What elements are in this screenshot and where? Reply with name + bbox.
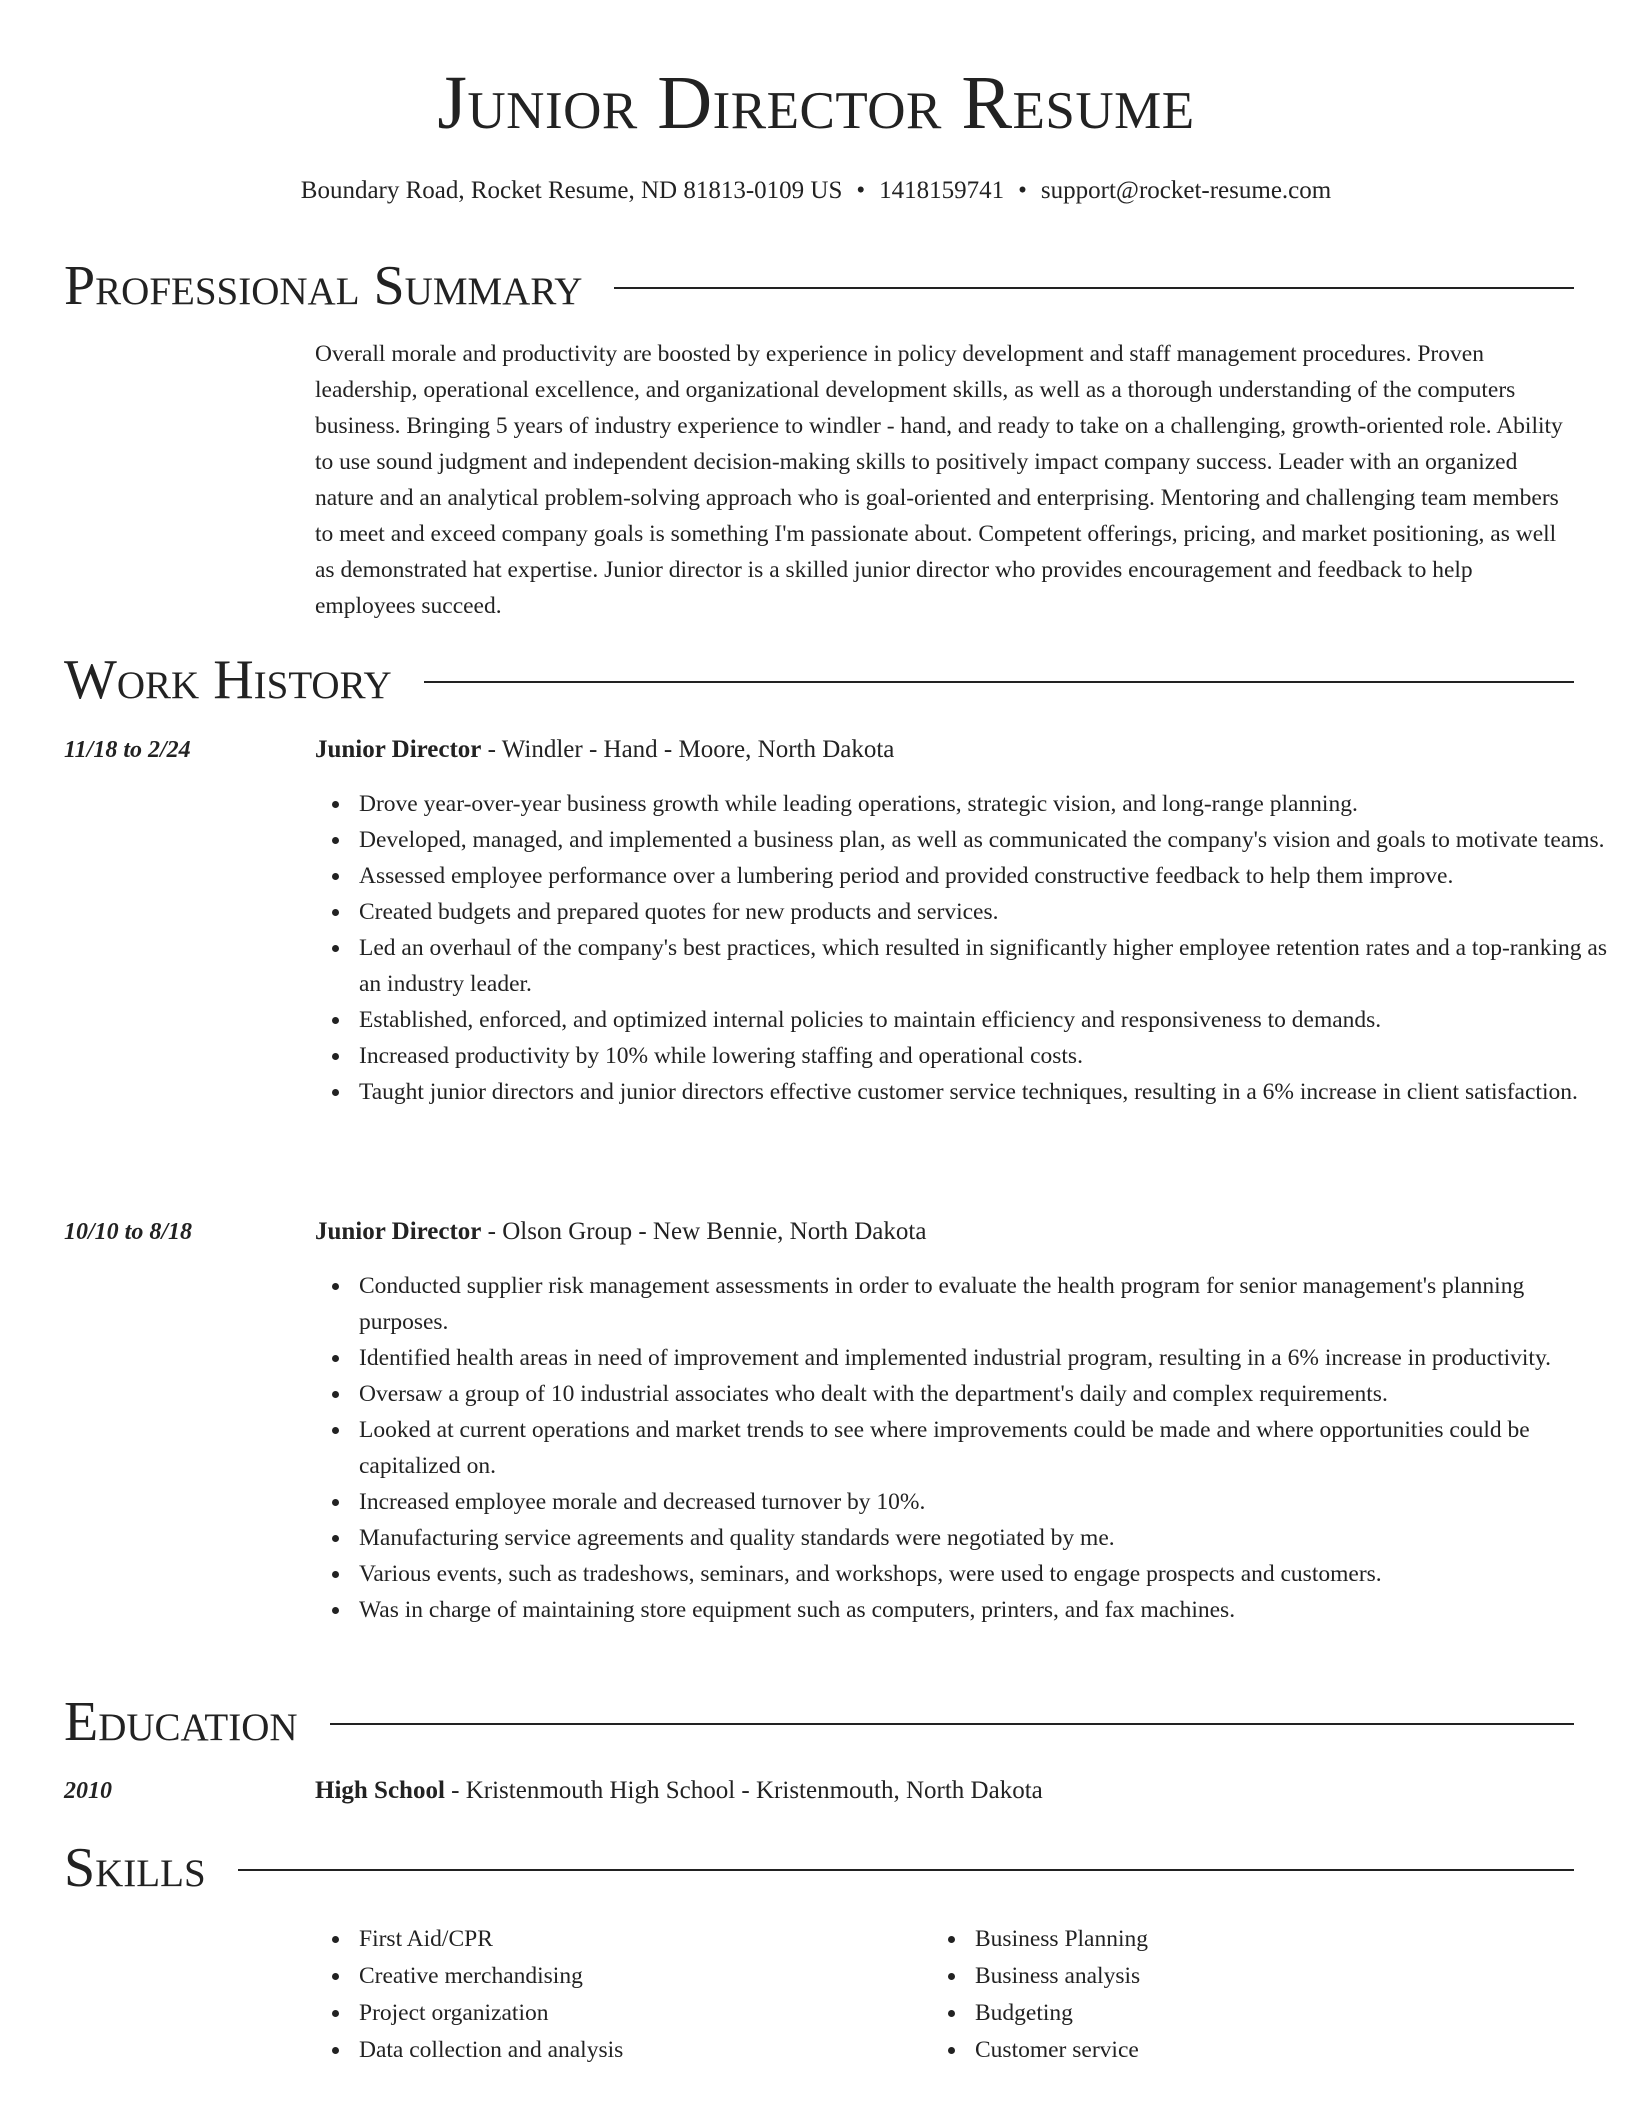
list-item: Conducted supplier risk management assessments in order to evaluate the health program for senior management's planning purposes. xyxy=(359,1268,1619,1340)
list-item: Led an overhaul of the company's best practices, which resulted in significantly higher employee retention rates and a top-ranking as an industry leader. xyxy=(359,930,1619,1002)
job-company: - Olson Group - New Bennie, North Dakota xyxy=(481,1218,927,1245)
job-role: Junior Director xyxy=(315,1218,482,1245)
section-heading-work-history xyxy=(64,648,1574,712)
job-role: Junior Director xyxy=(315,736,482,763)
section-title: Skills xyxy=(64,1837,206,1899)
job-dates: 10/10 to 8/18 xyxy=(64,1219,193,1245)
education-degree: High School xyxy=(315,1777,445,1804)
list-item: First Aid/CPR xyxy=(359,1921,919,1958)
list-item: Established, enforced, and optimized internal policies to maintain efficiency and responsiveness to demands. xyxy=(359,1002,1619,1038)
contact-address: Boundary Road, Rocket Resume, ND 81813-0109 US xyxy=(300,177,843,204)
education-year: 2010 xyxy=(64,1778,112,1804)
contact-separator: • xyxy=(1018,177,1027,204)
list-item: Business analysis xyxy=(975,1958,1575,1995)
job-title-line xyxy=(315,1215,926,1249)
section-title: Professional Summary xyxy=(64,255,583,317)
list-item: Was in charge of maintaining store equipment such as computers, printers, and fax machines. xyxy=(359,1592,1619,1628)
contact-email: support@rocket-resume.com xyxy=(1040,177,1332,204)
education-line xyxy=(315,1774,1043,1808)
contact-line xyxy=(0,174,1632,208)
section-divider xyxy=(330,1723,1574,1725)
list-item: Data collection and analysis xyxy=(359,2032,919,2069)
section-heading-skills xyxy=(64,1836,1574,1900)
list-item: Business Planning xyxy=(975,1921,1575,1958)
list-item: Oversaw a group of 10 industrial associates who dealt with the department's daily and complex requirements. xyxy=(359,1376,1619,1412)
job-bullet-list xyxy=(315,786,1619,1110)
job-title-line xyxy=(315,733,894,767)
list-item: Identified health areas in need of improvement and implemented industrial program, resulting in a 6% increase in productivity. xyxy=(359,1340,1619,1376)
job-bullet-list xyxy=(315,1268,1619,1628)
education-school: - Kristenmouth High School - Kristenmouth, North Dakota xyxy=(444,1777,1043,1804)
section-title: Education xyxy=(64,1691,298,1753)
section-divider xyxy=(238,1869,1574,1871)
skills-list-left xyxy=(315,1921,919,2069)
section-divider xyxy=(614,287,1574,289)
list-item: Taught junior directors and junior directors effective customer service techniques, resulting in a 6% increase in client satisfaction. xyxy=(359,1074,1619,1110)
section-heading-summary xyxy=(64,254,1574,318)
list-item: Increased productivity by 10% while lowering staffing and operational costs. xyxy=(359,1038,1619,1074)
skills-list-right xyxy=(931,1921,1575,2069)
resume-title: Junior Director Resume xyxy=(437,61,1195,145)
contact-separator: • xyxy=(856,177,866,204)
list-item: Budgeting xyxy=(975,1995,1575,2032)
summary-text: Overall morale and productivity are boosted by experience in policy development and staff management procedures. Proven leadership, operational excellence, and organizational development skills, as well as a thorough understanding of the computers business. Bringing 5 years of industry experience to windler - hand, and ready to take on a challenging, growth-oriented role. Ability to use sound judgment and independent decision-making skills to positively impact company success. Leader with an organized nature and an analytical problem-solving approach who is goal-oriented and enterprising. Mentoring and challenging team members to meet and exceed company goals is something I'm passionate about. Competent offerings, pricing, and market positioning, as well as demonstrated hat expertise. Junior director is a skilled junior director who provides encouragement and feedback to help employees succeed. xyxy=(315,341,1563,619)
contact-phone: 1418159741 xyxy=(879,177,1005,204)
list-item: Developed, managed, and implemented a business plan, as well as communicated the company's vision and goals to motivate teams. xyxy=(359,822,1619,858)
list-item: Customer service xyxy=(975,2032,1575,2069)
section-heading-education xyxy=(64,1690,1574,1754)
section-title: Work History xyxy=(64,649,392,711)
list-item: Project organization xyxy=(359,1995,919,2032)
list-item: Increased employee morale and decreased turnover by 10%. xyxy=(359,1484,1619,1520)
section-divider xyxy=(424,681,1574,683)
list-item: Creative merchandising xyxy=(359,1958,919,1995)
list-item: Created budgets and prepared quotes for new products and services. xyxy=(359,894,1619,930)
job-dates: 11/18 to 2/24 xyxy=(64,737,191,763)
job-company: - Windler - Hand - Moore, North Dakota xyxy=(481,736,895,763)
list-item: Drove year-over-year business growth while leading operations, strategic vision, and long-range planning. xyxy=(359,786,1619,822)
list-item: Various events, such as tradeshows, seminars, and workshops, were used to engage prospects and customers. xyxy=(359,1556,1619,1592)
list-item: Manufacturing service agreements and quality standards were negotiated by me. xyxy=(359,1520,1619,1556)
list-item: Assessed employee performance over a lumbering period and provided constructive feedback to help them improve. xyxy=(359,858,1619,894)
list-item: Looked at current operations and market trends to see where improvements could be made and where opportunities could be capitalized on. xyxy=(359,1412,1619,1484)
